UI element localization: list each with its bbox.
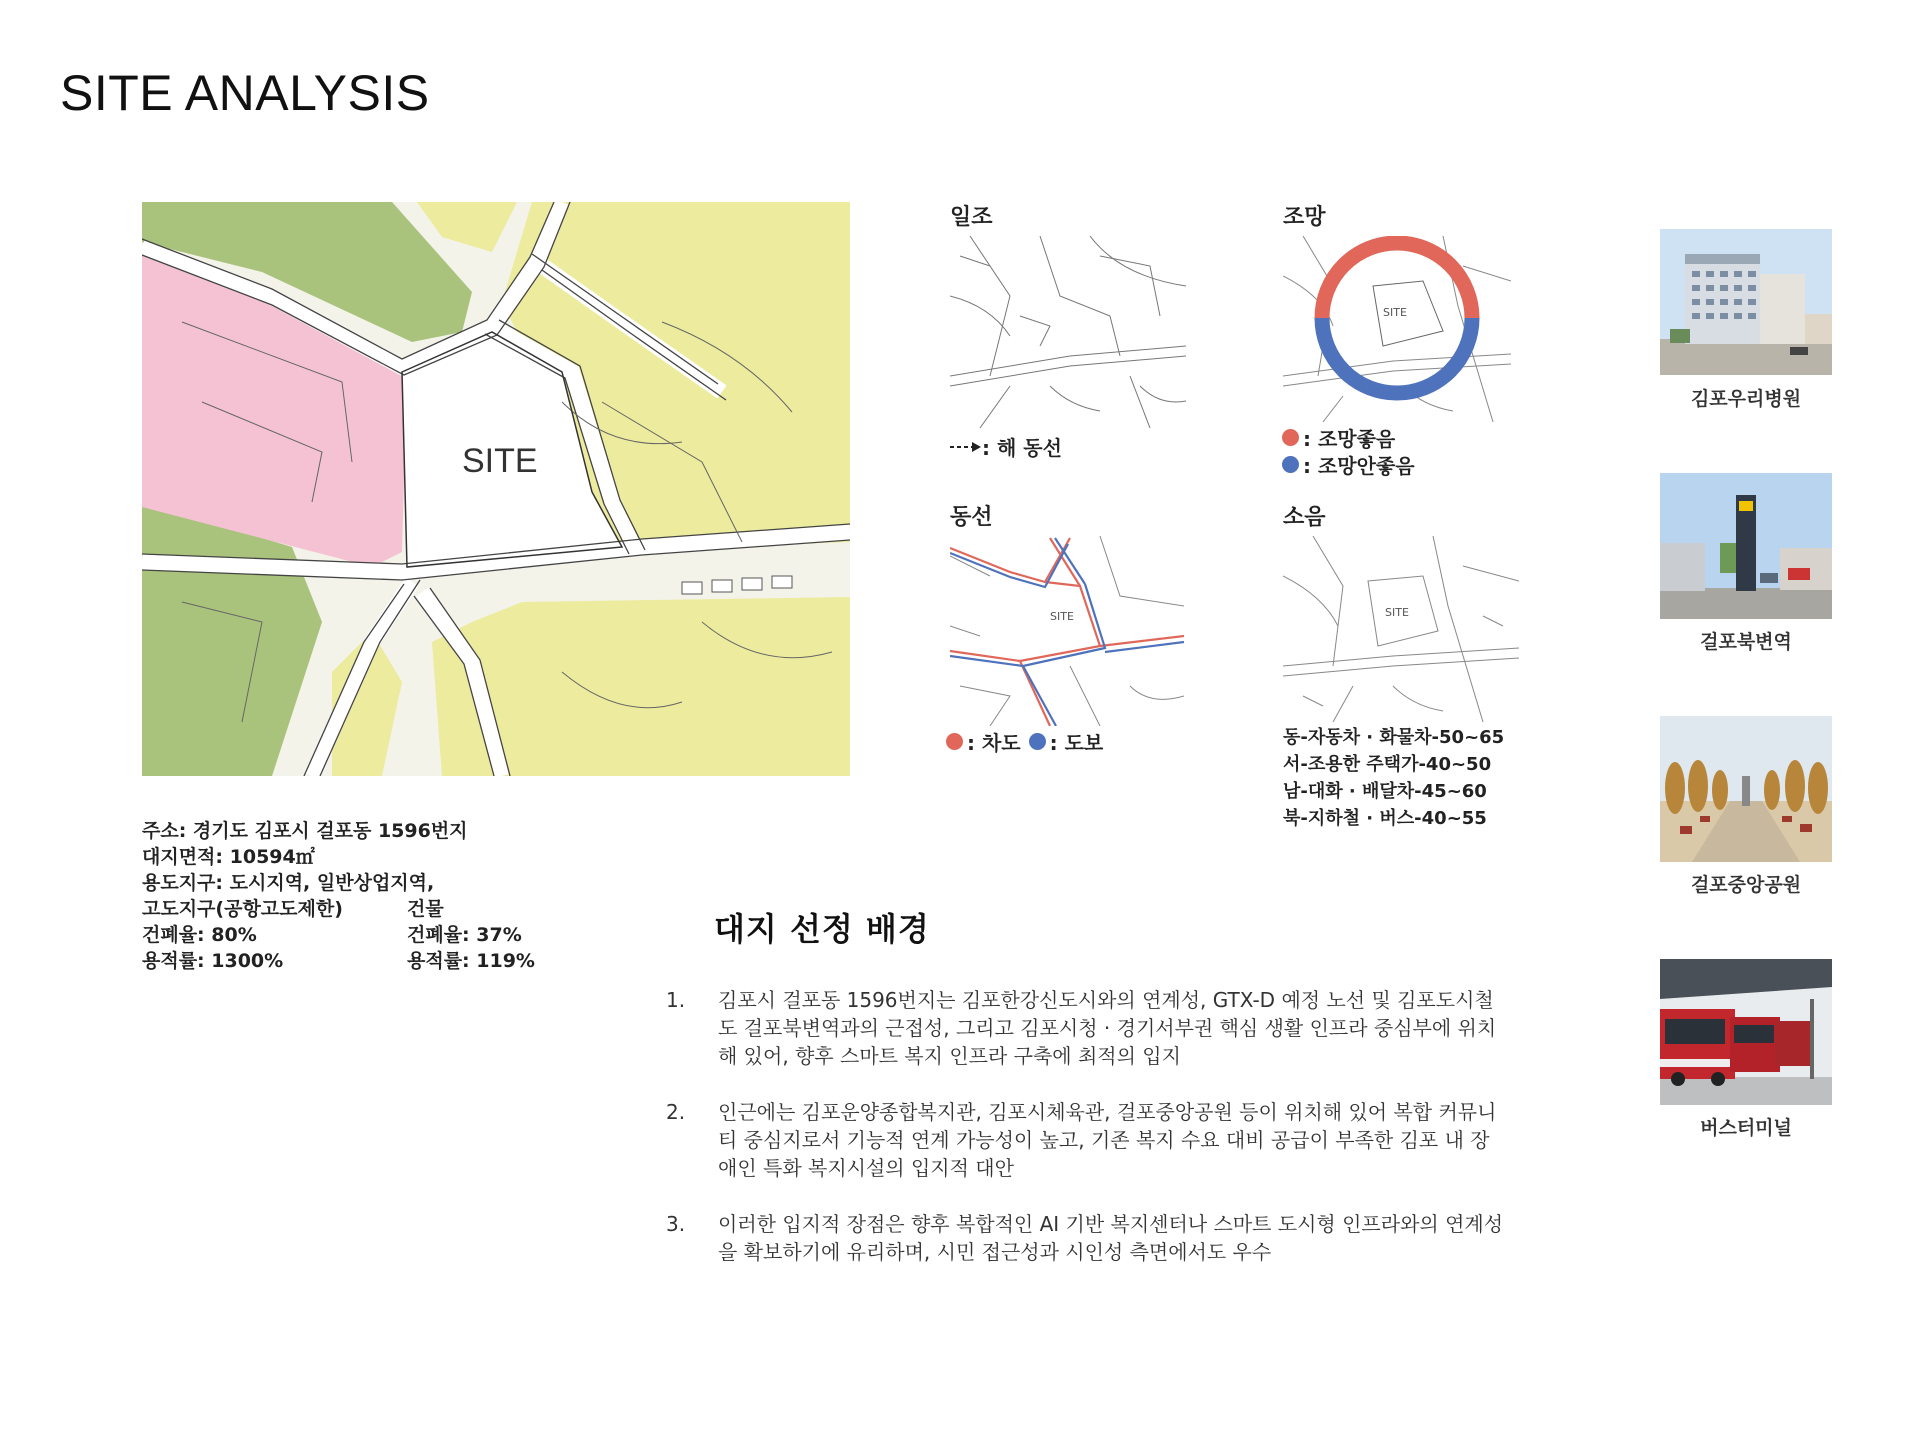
site-info	[142, 818, 662, 974]
noise-title: 소음	[1283, 505, 1326, 530]
item-number: 3.	[666, 1212, 686, 1236]
building-coverage: 건폐율: 37%	[407, 924, 522, 946]
sun-path-arrow-icon	[950, 440, 982, 454]
site-area: 대지면적: 10594㎡	[142, 846, 315, 868]
circulation-legend	[946, 727, 1103, 756]
bus-terminal-photo	[1660, 959, 1832, 1105]
zoning-map	[142, 202, 850, 776]
circulation-legend-car: : 차도	[967, 731, 1021, 755]
noise-north: 북-지하철 · 버스-40~55	[1283, 808, 1487, 829]
view-legend-bad	[1282, 450, 1415, 479]
item-text: 인근에는 김포운양종합복지관, 김포시체육관, 걸포중앙공원 등이 위치해 있어 복합 커뮤니티 중심지로서 기능적 연계 가능성이 높고, 기존 복지 수요 대비 공급이 부족한 김포 내 장애인 특화 복지시설의 입지적 대안	[718, 1100, 1497, 1180]
sunlight-diagram	[950, 236, 1186, 428]
noise-diagram	[1283, 536, 1519, 722]
view-site-label: SITE	[1383, 306, 1407, 319]
photo-caption: 김포우리병원	[1690, 388, 1802, 410]
background-item	[666, 986, 1506, 1070]
view-diagram	[1283, 236, 1511, 422]
noise-site-label: SITE	[1385, 606, 1409, 619]
hospital-photo	[1660, 229, 1832, 375]
view-legend-good-label: : 조망좋음	[1303, 427, 1396, 451]
circulation-diagram	[950, 536, 1184, 726]
view-legend-good	[1282, 423, 1395, 452]
park-photo	[1660, 716, 1832, 862]
site-label: SITE	[462, 442, 538, 480]
circulation-title: 동선	[950, 505, 993, 530]
item-text: 이러한 입지적 장점은 향후 복합적인 AI 기반 복지센터나 스마트 도시형 인프라와의 연계성을 확보하기에 유리하며, 시민 접근성과 시인성 측면에서도 우수	[718, 1212, 1504, 1264]
station-photo	[1660, 473, 1832, 619]
background-title: 대지 선정 배경	[714, 910, 930, 948]
background-list	[666, 986, 1506, 1294]
page-title: SITE ANALYSIS	[60, 65, 430, 121]
zoning-line-1: 용도지구: 도시지역, 일반상업지역,	[142, 872, 435, 894]
sunlight-title: 일조	[950, 205, 993, 230]
bad-view-dot-icon	[1282, 456, 1299, 473]
car-road-dot-icon	[946, 733, 963, 750]
legal-far: 용적률: 1300%	[142, 950, 284, 972]
good-view-dot-icon	[1282, 429, 1299, 446]
item-text: 김포시 걸포동 1596번지는 김포한강신도시와의 연계성, GTX-D 예정 노선 및 김포도시철도 걸포북변역과의 근접성, 그리고 김포시청 · 경기서부권 핵심 생활 인프라 중심부에 위치해 있어, 향후 스마트 복지 인프라 구축에 최적의 입지	[718, 988, 1497, 1068]
sunlight-legend	[950, 432, 1062, 461]
zoning-line-2: 고도지구(공항고도제한)	[142, 898, 343, 920]
building-far: 용적률: 119%	[407, 950, 535, 972]
circulation-site-label: SITE	[1050, 610, 1074, 623]
noise-east: 동-자동차 · 화물차-50~65	[1283, 727, 1505, 748]
background-item	[666, 1210, 1506, 1266]
building-label: 건물	[407, 898, 444, 920]
view-legend-bad-label: : 조망안좋음	[1303, 454, 1415, 478]
photo-caption: 걸포북변역	[1700, 631, 1792, 653]
noise-south: 남-대화 · 배달차-45~60	[1283, 781, 1487, 802]
noise-west: 서-조용한 주택가-40~50	[1283, 754, 1492, 775]
view-title: 조망	[1283, 205, 1326, 230]
noise-levels	[1283, 724, 1504, 832]
sunlight-legend-label: : 해 동선	[982, 436, 1062, 460]
photo-caption: 버스터미널	[1700, 1117, 1792, 1139]
legal-coverage: 건폐율: 80%	[142, 924, 257, 946]
item-number: 1.	[666, 988, 686, 1012]
walk-road-dot-icon	[1029, 733, 1046, 750]
circulation-legend-walk: : 도보	[1049, 731, 1104, 755]
item-number: 2.	[666, 1100, 686, 1124]
address: 주소: 경기도 김포시 걸포동 1596번지	[142, 820, 468, 842]
background-item	[666, 1098, 1506, 1182]
photo-caption: 걸포중앙공원	[1690, 874, 1802, 896]
